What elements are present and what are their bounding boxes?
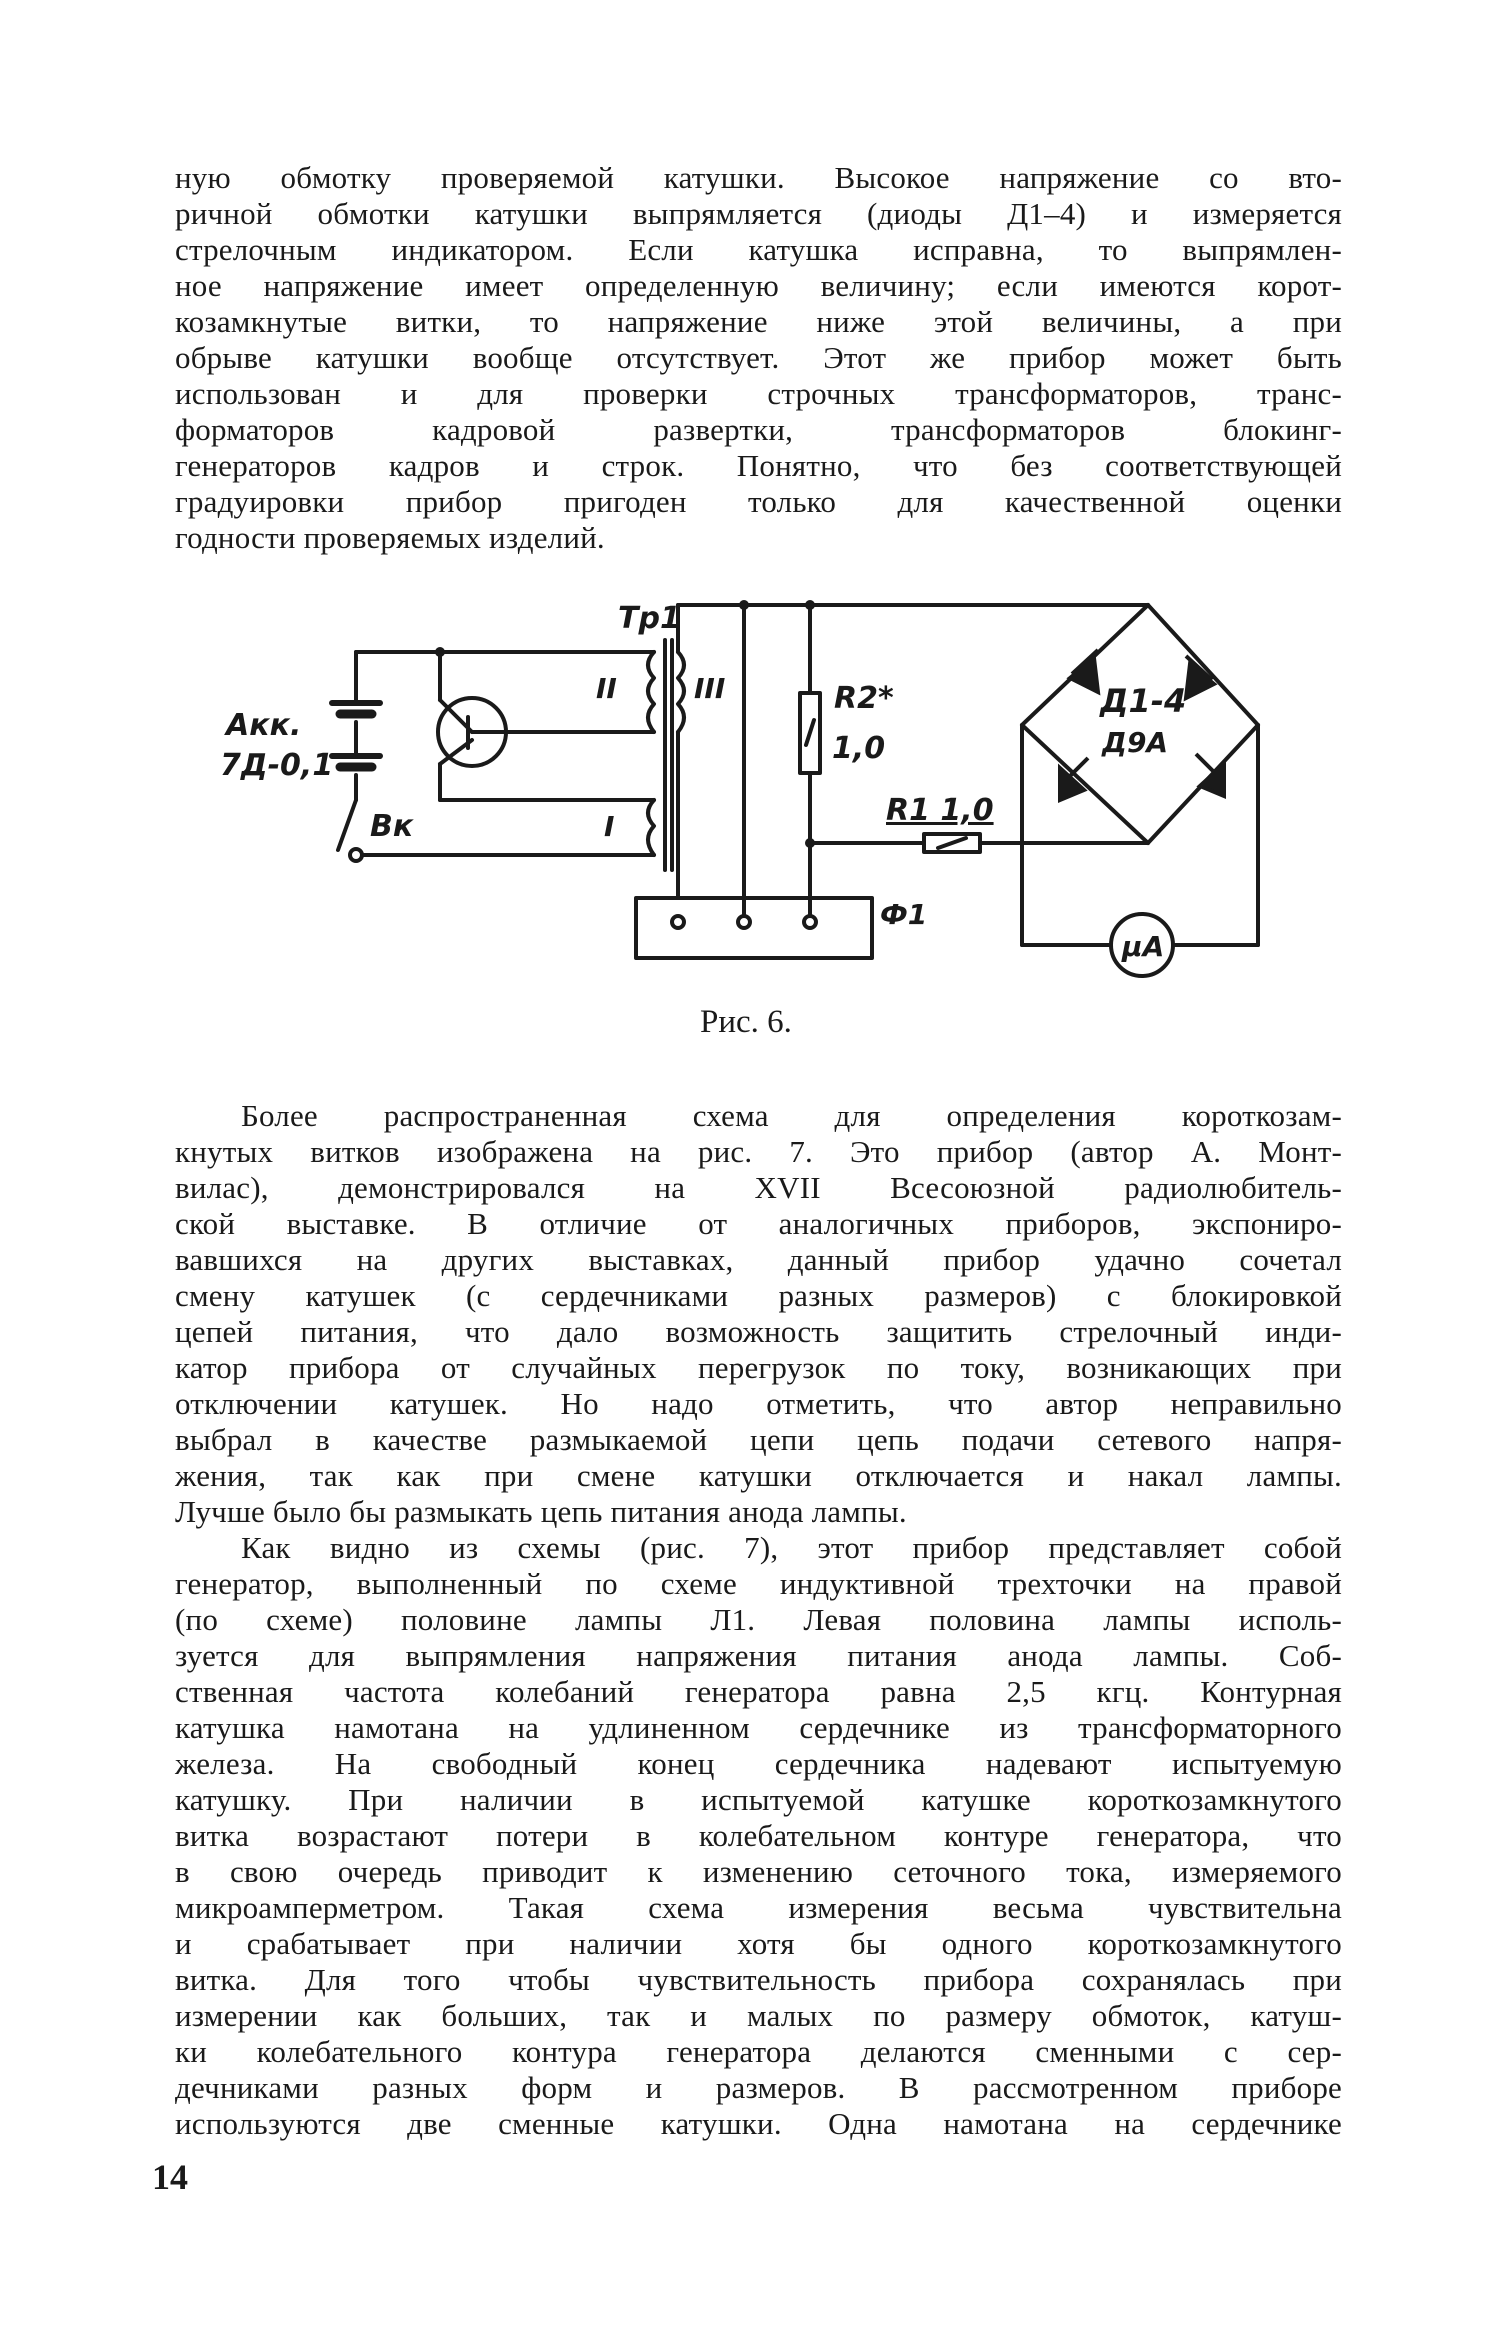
- text-line: ской выставке. В отличие от аналогичных приборов, экспониро-: [175, 1206, 1342, 1241]
- page-number: 14: [152, 2157, 188, 2197]
- label-tr1: Тр1: [618, 601, 681, 636]
- text-line: жения, так как при смене катушки отключается и накал лампы.: [175, 1458, 1342, 1493]
- label-f1: Ф1: [880, 898, 928, 931]
- text-line: витка. Для того чтобы чувствительность прибора сохранялась при: [175, 1962, 1342, 1997]
- label-meter: μA: [1122, 930, 1165, 963]
- text-line: годности проверяемых изделий.: [175, 520, 605, 555]
- text-line: железа. На свободный конец сердечника надевают испытуемую: [175, 1746, 1342, 1781]
- text-line: микроамперметром. Такая схема измерения весьма чувствительна: [175, 1890, 1342, 1925]
- text-line: зуется для выпрямления напряжения питания анода лампы. Соб-: [175, 1638, 1342, 1673]
- text-line: обрыве катушки вообще отсутствует. Этот же прибор может быть: [175, 340, 1342, 375]
- text-line: используются две сменные катушки. Одна намотана на сердечнике: [175, 2106, 1342, 2141]
- label-diodes: Д1-4: [1100, 682, 1187, 720]
- text-line: в свою очередь приводит к изменению сеточного тока, измеряемого: [175, 1854, 1342, 1889]
- text-line: (по схеме) половине лампы Л1. Левая половина лампы исполь-: [175, 1602, 1342, 1637]
- label-r2-value: 1,0: [832, 731, 886, 766]
- label-diode-type: Д9А: [1102, 726, 1169, 759]
- text-line: катор прибора от случайных перегрузок по току, возникающих при: [175, 1350, 1342, 1385]
- text-line: вавшихся на других выставках, данный прибор удачно сочетал: [175, 1242, 1342, 1277]
- text-line: отключении катушек. Но надо отметить, что автор неправильно: [175, 1386, 1342, 1421]
- text-line: цепей питания, что дало возможность защитить стрелочный инди-: [175, 1314, 1342, 1349]
- text-line: ричной обмотки катушки выпрямляется (диоды Д1–4) и измеряется: [175, 196, 1342, 231]
- text-line: измерении как больших, так и малых по размеру обмоток, катуш-: [175, 1998, 1342, 2033]
- text-line: выбрал в качестве размыкаемой цепи цепь подачи сетевого напря-: [175, 1422, 1342, 1457]
- text-line: ки колебательного контура генератора делаются сменными с сер-: [175, 2034, 1342, 2069]
- figure-caption: Рис. 6.: [700, 1004, 792, 1040]
- text-line: ное напряжение имеет определенную величину; если имеются корот-: [175, 268, 1342, 303]
- text-line: генераторов кадров и строк. Понятно, что без соответствующей: [175, 448, 1342, 483]
- text-line: Лучше было бы размыкать цепь питания анода лампы.: [175, 1494, 907, 1529]
- label-winding-3: III: [694, 672, 726, 705]
- label-akk: Акк.: [226, 708, 302, 743]
- text-line: Как видно из схемы (рис. 7), этот прибор представляет собой: [241, 1530, 1342, 1565]
- label-vk: Вк: [370, 809, 414, 844]
- text-line: генератор, выполненный по схеме индуктивной трехточки на правой: [175, 1566, 1342, 1601]
- label-winding-2: II: [596, 672, 617, 705]
- text-line: козамкнутые витки, то напряжение ниже этой величины, а при: [175, 304, 1342, 339]
- label-r1: R1 1,0: [886, 793, 994, 828]
- text-line: вилас), демонстрировался на XVII Всесоюзной радиолюбитель-: [175, 1170, 1342, 1205]
- text-line: ную обмотку проверяемой катушки. Высокое напряжение со вто-: [175, 160, 1342, 195]
- label-winding-1: I: [604, 810, 615, 843]
- text-line: катушку. При наличии в испытуемой катушке короткозамкнутого: [175, 1782, 1342, 1817]
- text-line: Более распространенная схема для определения короткозам-: [241, 1098, 1342, 1133]
- text-line: дечниками разных форм и размеров. В рассмотренном приборе: [175, 2070, 1342, 2105]
- text-line: кнутых витков изображена на рис. 7. Это прибор (автор А. Монт-: [175, 1134, 1342, 1169]
- text-line: стрелочным индикатором. Если катушка исправна, то выпрямлен-: [175, 232, 1342, 267]
- label-r2: R2*: [834, 681, 894, 716]
- text-line: и срабатывает при наличии хотя бы одного короткозамкнутого: [175, 1926, 1342, 1961]
- text-line: смену катушек (с сердечниками разных размеров) с блокировкой: [175, 1278, 1342, 1313]
- label-akk-type: 7Д-0,1: [220, 748, 334, 783]
- text-line: использован и для проверки строчных трансформаторов, транс-: [175, 376, 1342, 411]
- text-line: катушка намотана на удлиненном сердечнике из трансформаторного: [175, 1710, 1342, 1745]
- text-line: форматоров кадровой развертки, трансформаторов блокинг-: [175, 412, 1342, 447]
- text-line: ственная частота колебаний генератора равна 2,5 кгц. Контурная: [175, 1674, 1342, 1709]
- text-line: градуировки прибор пригоден только для качественной оценки: [175, 484, 1342, 519]
- text-line: витка возрастают потери в колебательном контуре генератора, что: [175, 1818, 1342, 1853]
